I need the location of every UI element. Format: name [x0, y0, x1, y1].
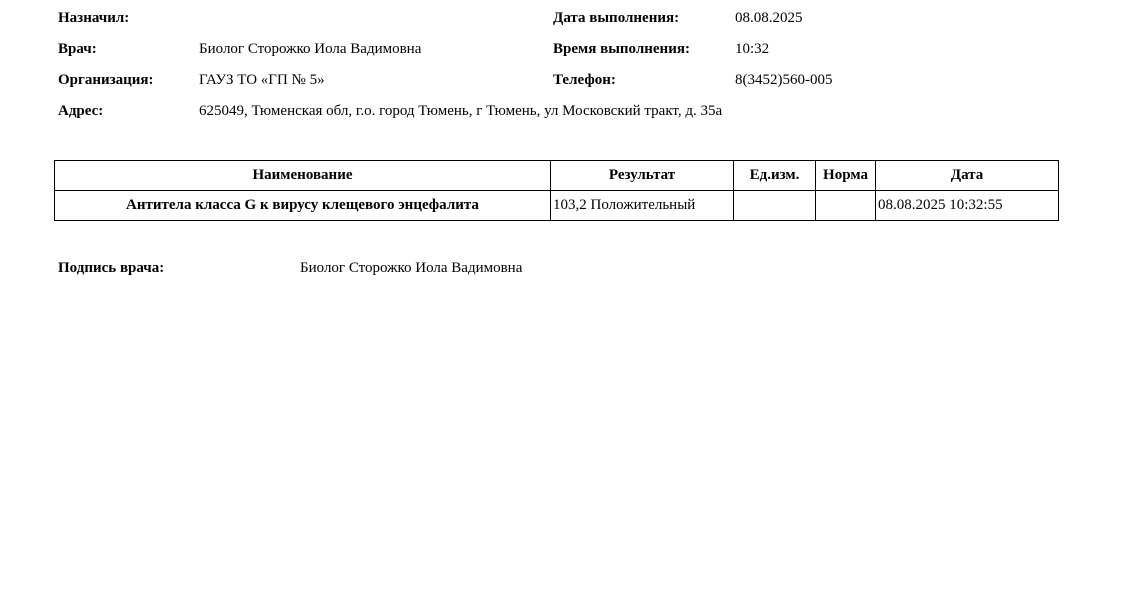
assigned-label: Назначил:	[58, 10, 130, 26]
organization-label: Организация:	[58, 72, 154, 88]
date-cell: 08.08.2025 10:32:55	[876, 191, 1059, 221]
table-row	[55, 191, 1059, 221]
phone-value: 8(3452)560-005	[735, 72, 833, 88]
column-header-unit: Ед.изм.	[734, 161, 816, 191]
organization-value: ГАУЗ ТО «ГП № 5»	[199, 72, 325, 88]
execution-time-value: 10:32	[735, 41, 770, 57]
signature-label: Подпись врача:	[58, 260, 165, 276]
signature-value: Биолог Сторожко Иола Вадимовна	[300, 260, 523, 276]
address-value: 625049, Тюменская обл, г.о. город Тюмень, г Тюмень, ул Московский тракт, д. 35а	[199, 103, 723, 119]
column-header-name: Наименование	[55, 161, 551, 191]
test-name-cell: Антитела класса G к вирусу клещевого энцефалита	[55, 191, 551, 221]
norm-cell	[816, 191, 876, 221]
unit-cell	[734, 191, 816, 221]
phone-label: Телефон:	[553, 72, 616, 88]
execution-date-value: 08.08.2025	[735, 10, 803, 26]
execution-date-label: Дата выполнения:	[553, 10, 680, 26]
column-header-result: Результат	[551, 161, 734, 191]
column-header-date: Дата	[876, 161, 1059, 191]
table-header-row	[55, 161, 1059, 191]
result-cell: 103,2 Положительный	[551, 191, 734, 221]
results-table	[54, 160, 1059, 221]
address-label: Адрес:	[58, 103, 104, 119]
column-header-norm: Норма	[816, 161, 876, 191]
doctor-value: Биолог Сторожко Иола Вадимовна	[199, 41, 422, 57]
execution-time-label: Время выполнения:	[553, 41, 690, 57]
doctor-label: Врач:	[58, 41, 97, 57]
